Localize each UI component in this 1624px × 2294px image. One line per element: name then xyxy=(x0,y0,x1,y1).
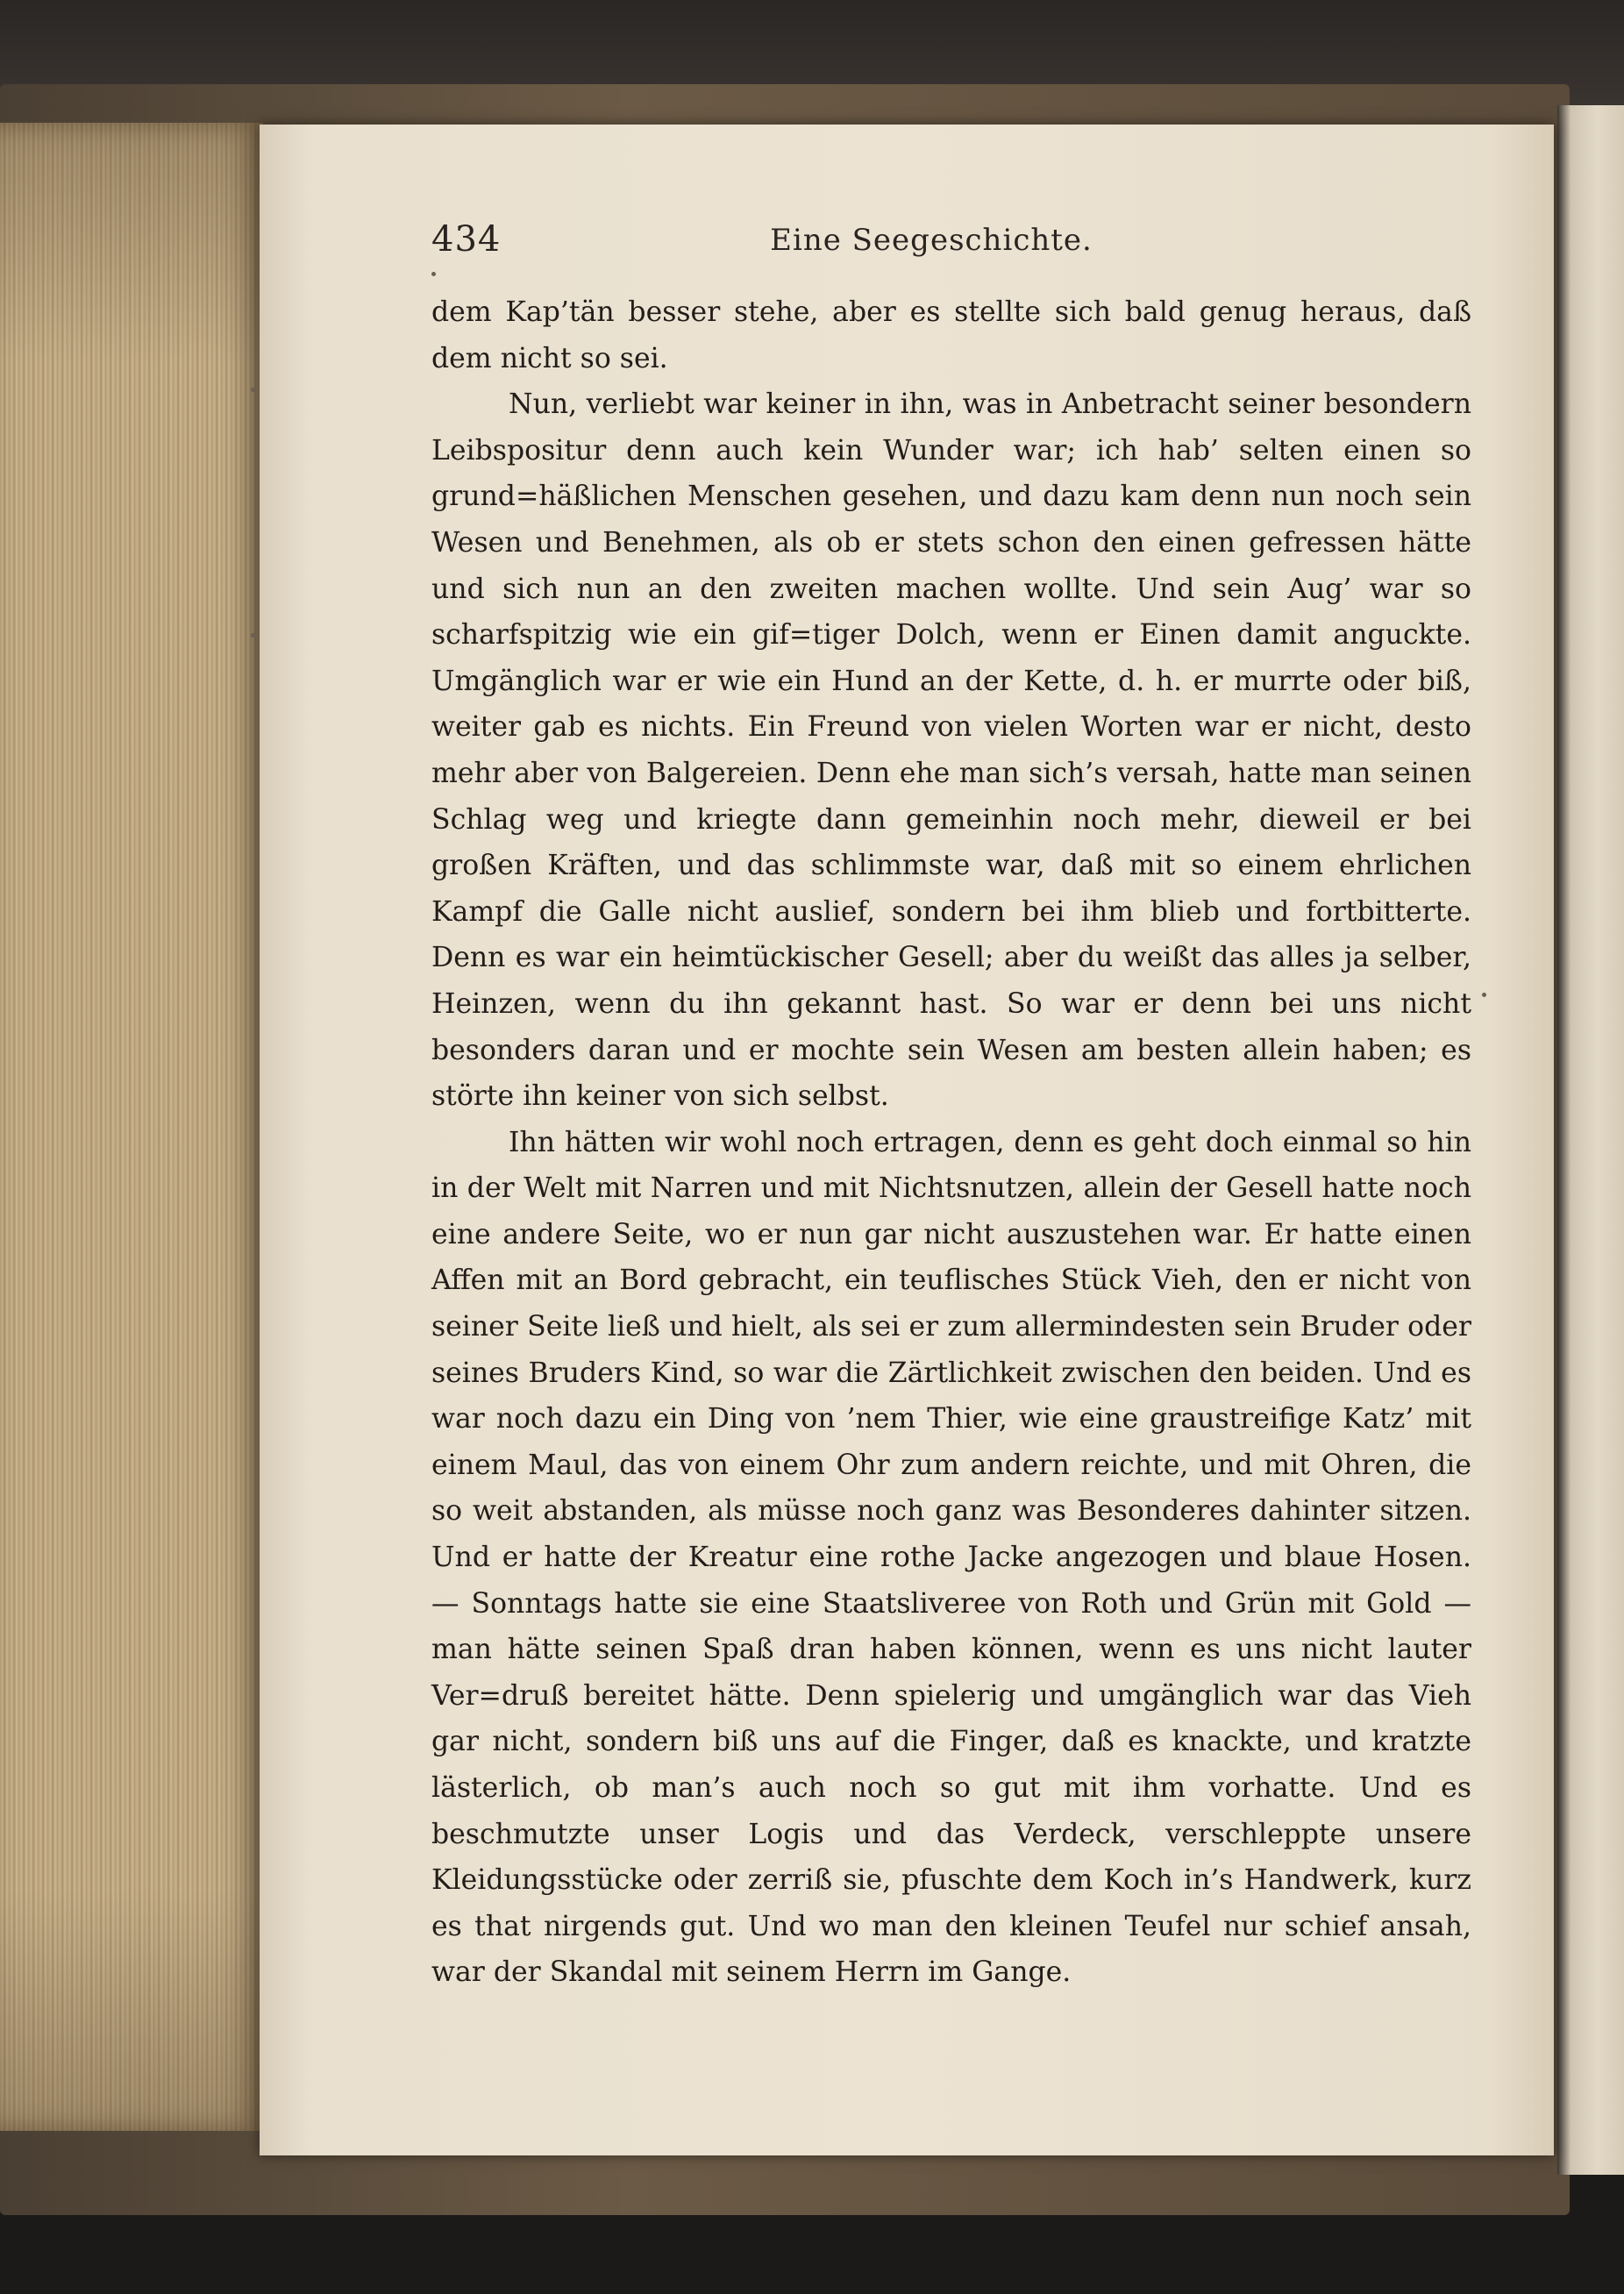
paper-speck xyxy=(251,633,255,638)
paper-speck xyxy=(251,388,255,392)
page-number: 434 xyxy=(431,219,502,260)
running-head: Eine Seegeschichte. xyxy=(770,223,1093,258)
paper-speck xyxy=(1482,993,1486,997)
page-header xyxy=(431,219,1405,272)
page-edges xyxy=(0,123,263,2131)
paragraph-1: dem Kap’tän besser stehe, aber es stellte sich bald genug heraus, daß dem nicht so sei. xyxy=(431,296,1471,374)
facing-page-edge xyxy=(1557,105,1624,2175)
paragraph-2: Nun, verliebt war keiner in ihn, was in Anbetracht seiner besondern Leibspositur denn auch kein Wunder war; ich hab’ selten einen so grund=häßlichen Menschen gesehen, und dazu kam denn nun noch sein Wesen und Benehmen, als ob er stets schon den einen gefressen hätte und sich nun an den zweiten machen wollte. Und sein Aug’ war so scharfspitzig wie ein gif=tiger Dolch, wenn er Einen damit anguckte. Umgänglich war er wie ein Hund an der Kette, d. h. er murrte oder biß, weiter gab es nichts. Ein Freund von vielen Worten war er nicht, desto mehr aber von Balgereien. Denn ehe man sich’s versah, hatte man seinen Schlag weg und kriegte dann gemeinhin noch mehr, dieweil er bei großen Kräften, und das schlimmste war, daß mit so einem ehrlichen Kampf die Galle nicht auslief, sondern bei ihm blieb und fortbitterte. Denn es war ein heimtückischer Gesell; aber du weißt das alles ja selber, Heinzen, wenn du ihn gekannt hast. So war er denn bei uns nicht besonders daran und er mochte sein Wesen am besten allein haben; es störte ihn keiner von sich selbst. xyxy=(431,388,1471,1113)
paper-speck xyxy=(431,272,436,276)
book-page xyxy=(260,125,1554,2155)
paragraph-3: Ihn hätten wir wohl noch ertragen, denn es geht doch einmal so hin in der Welt mit Narren und mit Nichtsnutzen, allein der Gesell hatte noch eine andere Seite, wo er nun gar nicht auszustehen war. Er hatte einen Affen mit an Bord gebracht, ein teuflisches Stück Vieh, den er nicht von seiner Seite ließ und hielt, als sei er zum allermindesten sein Bruder oder seines Bruders Kind, so war die Zärtlichkeit zwischen den beiden. Und es war noch dazu ein Ding von ’nem Thier, wie eine graustreifige Katz’ mit einem Maul, das von einem Ohr zum andern reichte, und mit Ohren, die so weit abstanden, als müsse noch ganz was Besonderes dahinter sitzen. Und er hatte der Kreatur eine rothe Jacke angezogen und blaue Hosen. — Sonntags hatte sie eine Staatsliveree von Roth und Grün mit Gold — man hätte seinen Spaß dran haben können, wenn es uns nicht lauter Ver=druß bereitet hätte. Denn spielerig und umgänglich war das Vieh gar nicht, sondern biß uns auf die Finger, daß es knackte, und kratzte lästerlich, ob man’s auch noch so gut mit ihm vorhatte. Und es beschmutzte unser Logis und das Verdeck, verschleppte unsere Kleidungsstücke oder zerriß sie, pfuschte dem Koch in’s Handwerk, kurz es that nirgends gut. Und wo man den kleinen Teufel nur schief ansah, war der Skandal mit seinem Herrn im Gange. xyxy=(431,1126,1471,1989)
body-text xyxy=(431,289,1471,1996)
